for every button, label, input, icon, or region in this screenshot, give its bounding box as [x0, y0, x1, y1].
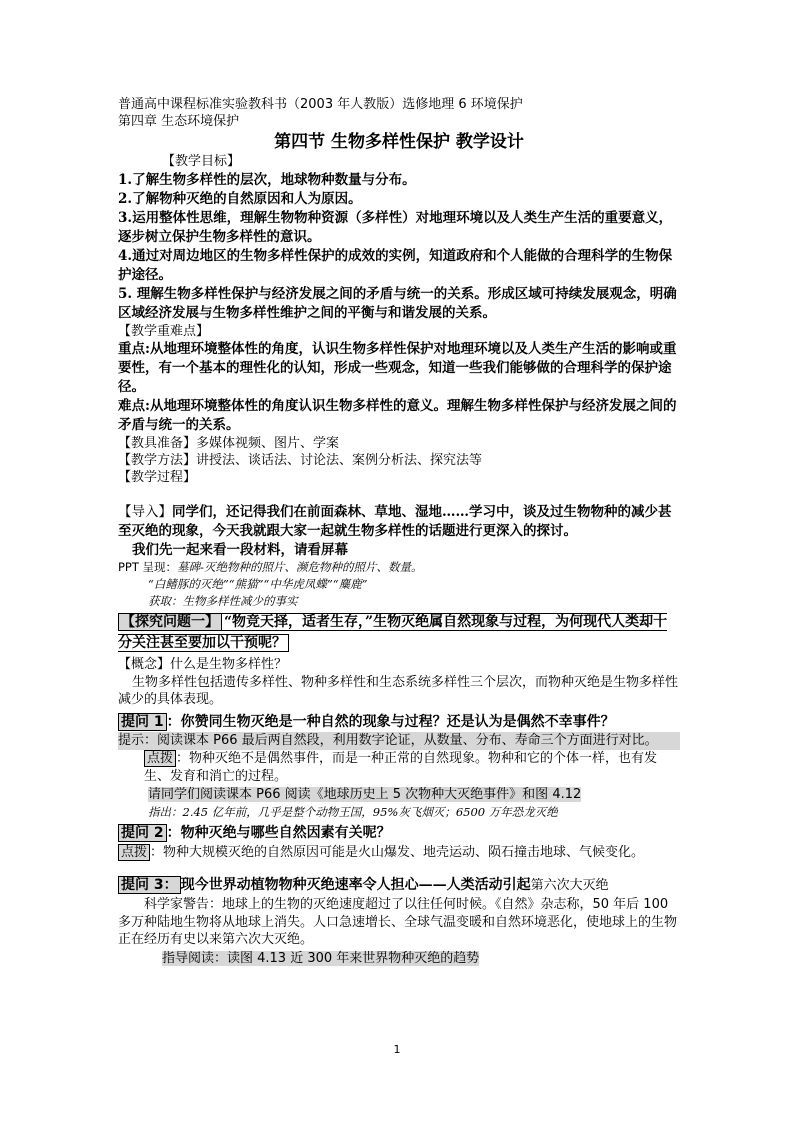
methods-line	[118, 452, 680, 469]
q1-text: ：你赞同生物灭绝是一种自然的现象与过程？还是认为是偶然不幸事件？	[166, 713, 615, 730]
q1-line	[118, 712, 680, 732]
q2-text: ：物种灭绝与哪些自然因素有关呢？	[166, 824, 391, 841]
goal-item: 5. 理解生物多样性保护与经济发展之间的矛盾与统一的关系。形成区域可持续发展观念，明确区域经济发展与生物多样性维护之间的平衡与和谐发展的关系。	[118, 285, 677, 321]
q2-point	[118, 844, 680, 862]
tools-label: 【教具准备】	[118, 435, 197, 451]
q3-guide-text: 指导阅读：读图 4.13 近 300 年来世界物种灭绝的趋势	[162, 950, 480, 966]
q3-tail: 第六次大灭绝	[530, 878, 609, 894]
goals-heading: 【教学目标】	[162, 154, 241, 170]
page-number: 1	[393, 1043, 401, 1056]
ppt-label: PPT 呈现：	[118, 560, 178, 575]
q3-line	[118, 875, 680, 896]
ppt-line	[118, 559, 680, 576]
concept-line	[118, 656, 680, 673]
obtain-line: 获取：生物多样性减少的事实	[148, 594, 298, 609]
q3-text: 现今世界动植物物种灭绝速率令人担心——人类活动引起	[180, 877, 531, 894]
q3-guide	[118, 949, 680, 968]
q2-line	[118, 823, 680, 844]
focus-text: 重点:从地理环境整体性的角度，认识生物多样性保护对地理环境以及人类生产生活的影响或重要性，有一个基本的理性化的认知，形成一些观念，知道一些我们能够做的合理科学的保护途径。	[118, 340, 677, 395]
goal-item: 4.通过对周边地区的生物多样性保护的成效的实例，知道政府和个人能做的合理科学的生物保护途径。	[118, 247, 673, 283]
q2-label: 提问 2	[118, 824, 167, 842]
intro-text: 同学们，还记得我们在前面森林、草地、湿地……学习中，谈及过生物物种的减少甚至灭绝的现象，今天我就跟大家一起就生物多样性的话题进行更深入的探讨。	[118, 504, 672, 540]
q1-read	[118, 786, 680, 804]
species-line: “白鳍豚的灭绝”“熊猫”“中华虎凤蝶”“麋鹿”	[148, 577, 368, 592]
q1-read-text: 请同学们阅读课本 P66 阅读《地球历史上 5 次物种大灭绝事件》和图 4.12	[148, 786, 582, 802]
q1-label: 提问 1	[118, 713, 167, 731]
concept-question: 什么是生物多样性？	[170, 657, 288, 673]
q1-note: 指出：2.45 亿年前，几乎是整个动物王国，95%灰飞烟灭；6500 万年恐龙灭绝	[148, 804, 558, 819]
ppt-text: 墓碑-灭绝物种的照片、濒危物种的照片、数量。	[177, 560, 423, 575]
q1-point	[118, 750, 680, 786]
q2-point-text: ：物种大规模灭绝的自然原因可能是火山爆发、地壳运动、陨石撞击地球、气候变化。	[150, 844, 645, 860]
q3-warn: 科学家警告：地球上的生物的灭绝速度超过了以往任何时候。《自然》杂志称，50 年后 100 多万种陆地生物将从地球上消失。人口急速增长、全球气温变暖和自然环境恶化，使地球上的生物正在经历有史以来第六次大灭绝。	[118, 897, 678, 948]
document-page	[118, 96, 680, 968]
methods-text: 讲授法、谈话法、讨论法、案例分析法、探究法等	[196, 453, 483, 469]
concept-text: 生物多样性包括遗传多样性、物种多样性和生态系统多样性三个层次，而物种灭绝是生物多样性减少的具体表现。	[118, 674, 679, 708]
goal-item: 1.了解生物多样性的层次，地球物种数量与分布。	[118, 171, 416, 188]
tools-text: 多媒体视频、图片、学案	[196, 435, 340, 451]
page-title: 第四节 生物多样性保护 教学设计	[274, 132, 524, 153]
process-heading: 【教学过程】	[118, 470, 197, 486]
q3-label: 提问 3：	[118, 876, 181, 894]
goals-list	[118, 171, 680, 323]
concept-label: 【概念】	[118, 657, 171, 673]
goal-item: 3.运用整体性思维，理解生物物种资源（多样性）对地理环境以及人类生产生活的重要意义，逐步树立保护生物多样性的意识。	[118, 209, 673, 245]
q1-hint: 提示：阅读课本 P66 最后两自然段，利用数字论证，从数量、分布、寿命三个方面进行对比。	[118, 732, 680, 750]
explore1-block	[118, 612, 680, 654]
difficulty-text: 难点:从地理环境整体性的角度认识生物多样性的意义。理解生物多样性保护与经济发展之间的矛盾与统一的关系。	[118, 397, 677, 433]
intro-paragraph	[118, 503, 680, 541]
explore1-text: “物竞天择，适者生存，”生物灭绝属自然现象与过程，为何现代人类却十分关注甚至要加以干预呢？	[118, 614, 668, 652]
goal-item: 2.了解物种灭绝的自然原因和人为原因。	[118, 190, 362, 207]
explore1-label: 【探究问题一】	[118, 613, 222, 631]
tools-line	[118, 435, 680, 452]
intro-look: 我们先一起来看一段材料，请看屏幕	[132, 542, 348, 559]
chapter-line: 第四章 生态环境保护	[118, 114, 240, 130]
book-line: 普通高中课程标准实验教科书（2003 年人教版）选修地理 6 环境保护	[118, 97, 523, 112]
q2-point-label: 点拨	[118, 844, 150, 861]
keypoints-heading: 【教学重难点】	[118, 323, 210, 339]
intro-label: 【导入】	[118, 504, 172, 521]
q1-point-text: ：物种灭绝不是偶然事件，而是一种正常的自然现象。物种和它的个体一样，也有发生、发育和消亡的过程。	[144, 750, 658, 784]
methods-label: 【教学方法】	[118, 453, 197, 469]
q1-point-label: 点拨	[144, 750, 176, 767]
